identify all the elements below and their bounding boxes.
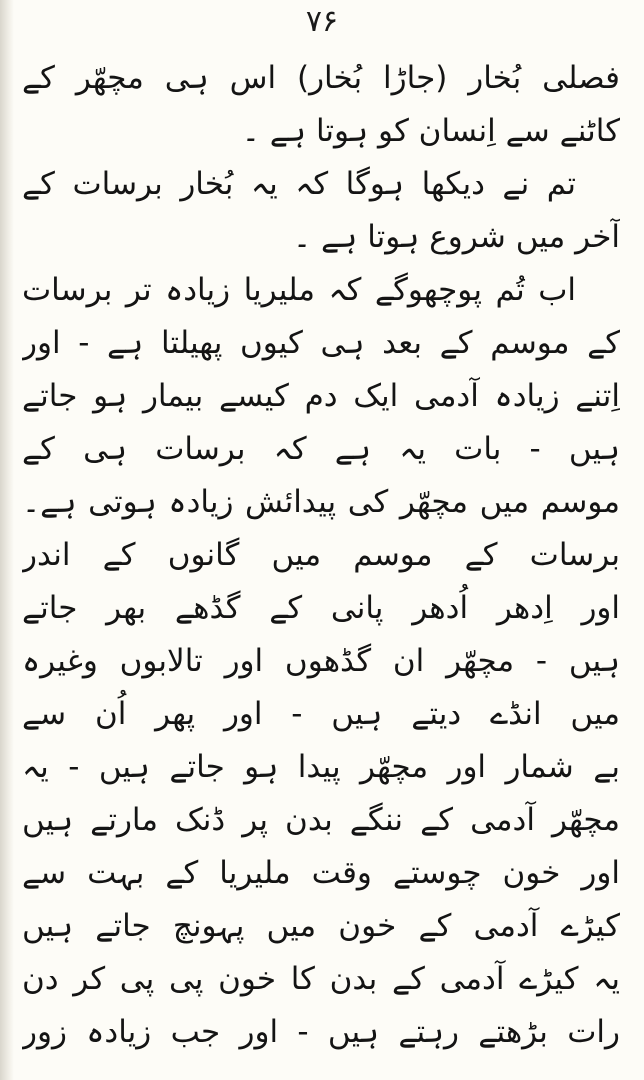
text-line: اور اِدھر اُدھر پانی کے گڈھے بھر جاتے (22, 590, 620, 626)
text-line: کے موسم کے بعد ہی کیوں پھیلتا ہے - اور (22, 325, 620, 361)
text-line: اور خون چوستے وقت ملیریا کے بہت سے (22, 855, 620, 891)
text-line: کاٹنے سے اِنسان کو ہوتا ہے ۔ (241, 113, 620, 149)
text-line: اِتنے زیادہ آدمی ایک دم کیسے بیمار ہو جاتے (22, 378, 620, 414)
text-line: کیڑے آدمی کے خون میں پہونچ جاتے ہیں (22, 908, 620, 944)
text-line: مچھّر آدمی کے ننگے بدن پر ڈنک مارتے ہیں (22, 802, 620, 838)
text-line: ہیں - بات یہ ہے کہ برسات ہی کے (22, 431, 620, 467)
text-line: رات بڑھتے رہتے ہیں - اور جب زیادہ زور (22, 1014, 620, 1050)
text-line: موسم میں مچھّر کی پیدائش زیادہ ہوتی ہے۔ (22, 484, 620, 520)
text-line: برسات کے موسم میں گانوں کے اندر (22, 537, 620, 573)
text-line: میں انڈے دیتے ہیں - اور پھر اُن سے (22, 696, 620, 732)
text-line: یہ کیڑے آدمی کے بدن کا خون پی پی کر دن (22, 961, 620, 997)
text-line: تم نے دیکھا ہوگا کہ یہ بُخار برسات کے (22, 166, 576, 202)
text-line: اب تُم پوچھوگے کہ ملیریا زیادہ تر برسات (22, 272, 576, 308)
text-line: آخر میں شروع ہوتا ہے ۔ (293, 219, 620, 255)
page-text-body (22, 52, 620, 1059)
page-number: ۷۶ (305, 4, 339, 39)
page-binding-edge (0, 0, 14, 1080)
text-line: بے شمار اور مچھّر پیدا ہو جاتے ہیں - یہ (22, 749, 620, 785)
text-line: فصلی بُخار (جاڑا بُخار) اس ہی مچھّر کے (22, 60, 620, 96)
text-line: ہیں - مچھّر ان گڈھوں اور تالابوں وغیرہ (22, 643, 620, 679)
